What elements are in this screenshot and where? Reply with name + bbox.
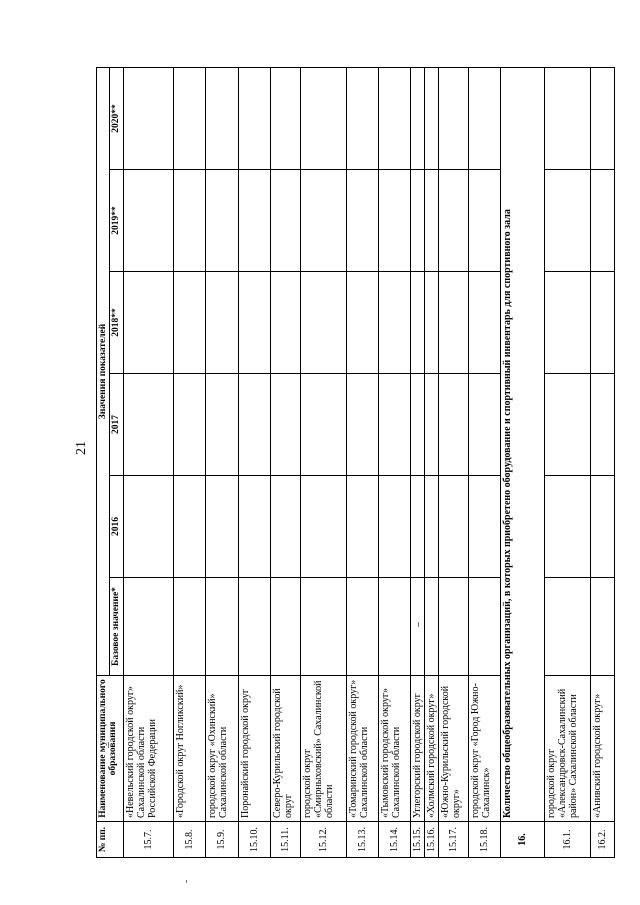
value-cell: [205, 578, 238, 676]
value-cell: [270, 67, 300, 169]
value-cell: [346, 272, 378, 374]
row-number: 15.16.: [424, 822, 438, 858]
table-row: [590, 67, 614, 857]
value-cell: [438, 374, 468, 476]
header-name: Наименование муниципального образования: [97, 676, 124, 822]
row-number: 15.13.: [346, 822, 378, 858]
table-row: [378, 67, 410, 857]
value-cell: [173, 170, 205, 272]
value-cell: [378, 374, 410, 476]
value-cell: [173, 67, 205, 169]
value-cell: [205, 476, 238, 578]
value-cell: [238, 476, 270, 578]
municipality-name: Поронайский городской округ: [238, 676, 270, 822]
value-cell: [123, 67, 173, 169]
row-number: 15.11.: [270, 822, 300, 858]
value-cell: [468, 476, 500, 578]
value-cell: [544, 170, 590, 272]
section-title: Количество общеобразовательных организаций, в которых приобретено оборудование и спортивный инвентарь для спортивного зала: [500, 67, 544, 821]
value-cell: [346, 374, 378, 476]
value-cell: [238, 272, 270, 374]
value-cell: [123, 170, 173, 272]
indicators-table: [96, 67, 615, 858]
table-row: [438, 67, 468, 857]
value-cell: [544, 374, 590, 476]
row-number: 15.14.: [378, 822, 410, 858]
row-number: 15.10.: [238, 822, 270, 858]
value-cell: [346, 476, 378, 578]
value-cell: [346, 170, 378, 272]
value-cell: [424, 272, 438, 374]
value-cell: [378, 578, 410, 676]
value-cell: [468, 374, 500, 476]
value-cell: [424, 578, 438, 676]
municipality-name: «Холмский городской округ»: [424, 676, 438, 822]
value-cell: [173, 578, 205, 676]
value-cell: [438, 578, 468, 676]
value-cell: [410, 272, 424, 374]
value-cell: [468, 67, 500, 169]
table-row: [270, 67, 300, 857]
header-col: 2016: [110, 476, 123, 578]
value-cell: [378, 476, 410, 578]
municipality-name: «Анивский городской округ»: [590, 676, 614, 822]
value-cell: [590, 578, 614, 676]
value-cell: [438, 272, 468, 374]
value-cell: [438, 170, 468, 272]
value-cell: [590, 476, 614, 578]
municipality-name: городской округ «Александровск-Сахалинский район» Сахалинской области: [544, 676, 590, 822]
table-row: [123, 67, 173, 857]
value-cell: [424, 67, 438, 169]
value-cell: [123, 374, 173, 476]
value-cell: [346, 67, 378, 169]
value-cell: [123, 476, 173, 578]
table-row: [468, 67, 500, 857]
value-cell: [270, 374, 300, 476]
value-cell: [468, 578, 500, 676]
value-cell: [410, 67, 424, 169]
value-cell: [424, 374, 438, 476]
table-row: [173, 67, 205, 857]
header-col: 2017: [110, 374, 123, 476]
value-cell: [544, 67, 590, 169]
value-cell: [590, 272, 614, 374]
rotated-table-container: [96, 68, 616, 858]
value-cell: [270, 170, 300, 272]
value-cell: [590, 67, 614, 169]
value-cell: [270, 578, 300, 676]
value-cell: [410, 170, 424, 272]
table-row: [410, 67, 424, 857]
value-cell: [410, 476, 424, 578]
municipality-name: «Томаринский городской округ» Сахалинской области: [346, 676, 378, 822]
value-cell: [173, 272, 205, 374]
page-number: 21: [74, 441, 89, 455]
row-number: 15.18.: [468, 822, 500, 858]
value-cell: [238, 170, 270, 272]
value-cell: [410, 374, 424, 476]
municipality-name: городской округ «Смирныховский» Сахалинской области: [300, 676, 346, 822]
value-cell: [590, 374, 614, 476]
value-cell: [270, 476, 300, 578]
section-row: [500, 67, 544, 857]
value-cell: [205, 374, 238, 476]
value-cell: [300, 170, 346, 272]
value-cell: [123, 578, 173, 676]
value-cell: [346, 578, 378, 676]
value-cell: [270, 272, 300, 374]
value-cell: [238, 374, 270, 476]
value-cell: [590, 170, 614, 272]
value-cell: [424, 476, 438, 578]
header-num: № пп.: [97, 822, 124, 858]
table-row: [424, 67, 438, 857]
value-cell: [173, 374, 205, 476]
value-cell: [173, 476, 205, 578]
header-values-group: Значения показателей: [97, 67, 110, 675]
value-cell: [123, 272, 173, 374]
municipality-name: Углегорский городской округ: [410, 676, 424, 822]
scan-speck: [186, 880, 187, 883]
header-col: 2018**: [110, 272, 123, 374]
table-row: [346, 67, 378, 857]
row-number: 15.15.: [410, 822, 424, 858]
row-number: 15.8.: [173, 822, 205, 858]
value-cell: [205, 67, 238, 169]
row-number: 16.2.: [590, 822, 614, 858]
value-cell: [438, 67, 468, 169]
row-number: 15.9.: [205, 822, 238, 858]
row-number: 15.7.: [123, 822, 173, 858]
row-number: 16.: [500, 822, 544, 858]
header-col: 2020**: [110, 67, 123, 169]
value-cell: [300, 67, 346, 169]
municipality-name: «Южно-Курильский городской округ»: [438, 676, 468, 822]
table-row: [205, 67, 238, 857]
value-cell: [238, 67, 270, 169]
municipality-name: «Невельский городской округ» Сахалинской области Российской Федерации: [123, 676, 173, 822]
municipality-name: «Городской округ Ногликский»: [173, 676, 205, 822]
value-cell: [300, 476, 346, 578]
value-cell: [544, 578, 590, 676]
municipality-name: городской округ «Город Южно-Сахалинск»: [468, 676, 500, 822]
header-col: Базовое значение*: [110, 578, 123, 676]
value-cell: [424, 170, 438, 272]
row-number: 15.17.: [438, 822, 468, 858]
value-cell: [410, 578, 424, 676]
value-cell: [238, 578, 270, 676]
row-number: 15.12.: [300, 822, 346, 858]
value-cell: [300, 578, 346, 676]
value-cell: [544, 476, 590, 578]
table-row: [238, 67, 270, 857]
municipality-name: «Тымовский городской округ» Сахалинской области: [378, 676, 410, 822]
value-cell: [468, 170, 500, 272]
value-cell: [300, 374, 346, 476]
value-cell: [300, 272, 346, 374]
table-row: [300, 67, 346, 857]
value-cell: [378, 272, 410, 374]
value-cell: [378, 67, 410, 169]
value-cell: [438, 476, 468, 578]
header-col: 2019**: [110, 170, 123, 272]
value-cell: [544, 272, 590, 374]
table-row: [544, 67, 590, 857]
municipality-name: городской округ «Охинский» Сахалинской области: [205, 676, 238, 822]
value-cell: [468, 272, 500, 374]
municipality-name: Северо-Курильский городской округ: [270, 676, 300, 822]
value-cell: [378, 170, 410, 272]
value-cell: [205, 272, 238, 374]
row-number: 16.1.: [544, 822, 590, 858]
value-cell: [205, 170, 238, 272]
